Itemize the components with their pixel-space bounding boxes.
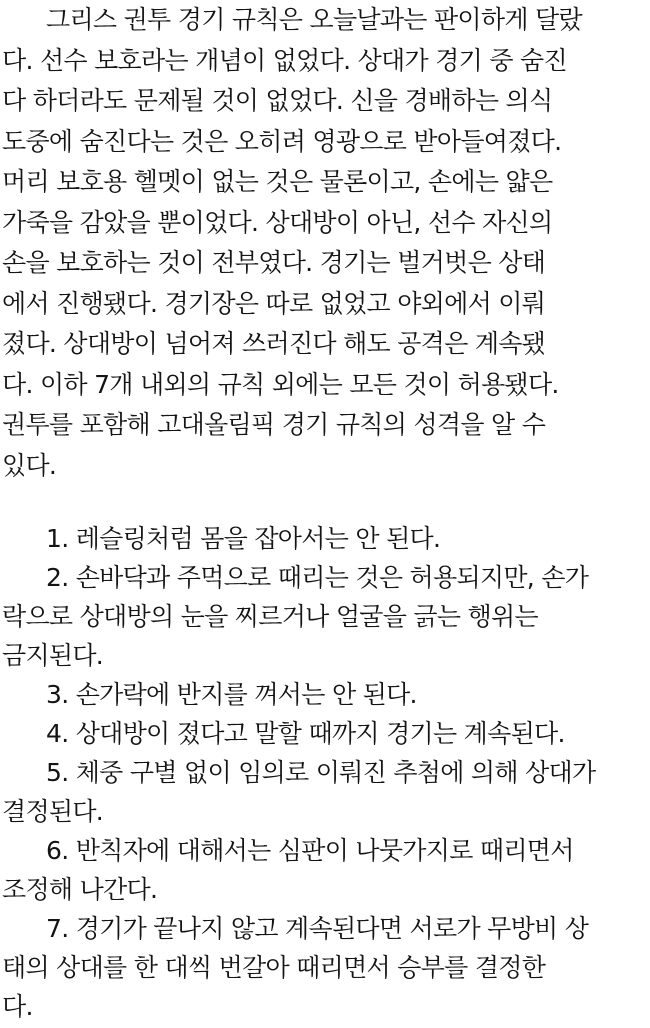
paragraph-line: 그리스 권투 경기 규칙은 오늘날과는 판이하게 달랐 — [46, 5, 582, 34]
rule-line: 7. 경기가 끝나지 않고 계속된다면 서로가 무방비 상 — [46, 914, 589, 943]
rule-line: 조정해 나간다. — [2, 875, 158, 904]
rule-line: 결정된다. — [2, 797, 104, 826]
paragraph-line: 도중에 숨진다는 것은 오히려 영광으로 받아들여졌다. — [2, 126, 562, 156]
paragraph-line: 머리 보호용 헬멧이 없는 것은 물론이고, 손에는 얇은 — [2, 167, 553, 196]
rule-line: 6. 반칙자에 대해서는 심판이 나뭇가지로 때리면서 — [46, 836, 574, 865]
paragraph-line: 가죽을 감았을 뿐이었다. 상대방이 아닌, 선수 자신의 — [2, 207, 553, 237]
rule-line: 4. 상대방이 졌다고 말할 때까지 경기는 계속된다. — [46, 719, 565, 748]
paragraph-line: 다. 선수 보호라는 개념이 없었다. 상대가 경기 중 숨진 — [2, 45, 567, 75]
paragraph-line: 다 하더라도 문제될 것이 없었다. 신을 경배하는 의식 — [2, 86, 553, 115]
paragraph-line: 손을 보호하는 것이 전부였다. 경기는 벌거벗은 상태 — [2, 248, 546, 277]
rule-line: 태의 상대를 한 대씩 번갈아 때리면서 승부를 결정한 — [2, 953, 546, 982]
rule-line: 다. — [2, 992, 33, 1021]
paragraph-line: 다. 이하 7개 내외의 규칙 외에는 모든 것이 허용됐다. — [2, 369, 559, 399]
rule-line: 락으로 상대방의 눈을 찌르거나 얼굴을 긁는 행위는 — [2, 602, 538, 631]
paragraph-line: 졌다. 상대방이 넘어져 쓰러진다 해도 공격은 계속됐 — [2, 329, 546, 358]
paragraph-line: 권투를 포함해 고대올림픽 경기 규칙의 성격을 알 수 — [2, 410, 546, 439]
paragraph-line: 있다. — [2, 450, 57, 480]
rule-line: 5. 체중 구별 없이 임의로 이뤄진 추첨에 의해 상대가 — [46, 758, 596, 787]
rule-line: 3. 손가락에 반지를 껴서는 안 된다. — [46, 680, 417, 709]
rule-line: 1. 레슬링처럼 몸을 잡아서는 안 된다. — [46, 524, 441, 553]
rule-line: 금지된다. — [2, 641, 104, 670]
paragraph-line: 에서 진행됐다. 경기장은 따로 없었고 야외에서 이뤄 — [2, 288, 546, 318]
rule-line: 2. 손바닥과 주먹으로 때리는 것은 허용되지만, 손가 — [46, 563, 589, 592]
